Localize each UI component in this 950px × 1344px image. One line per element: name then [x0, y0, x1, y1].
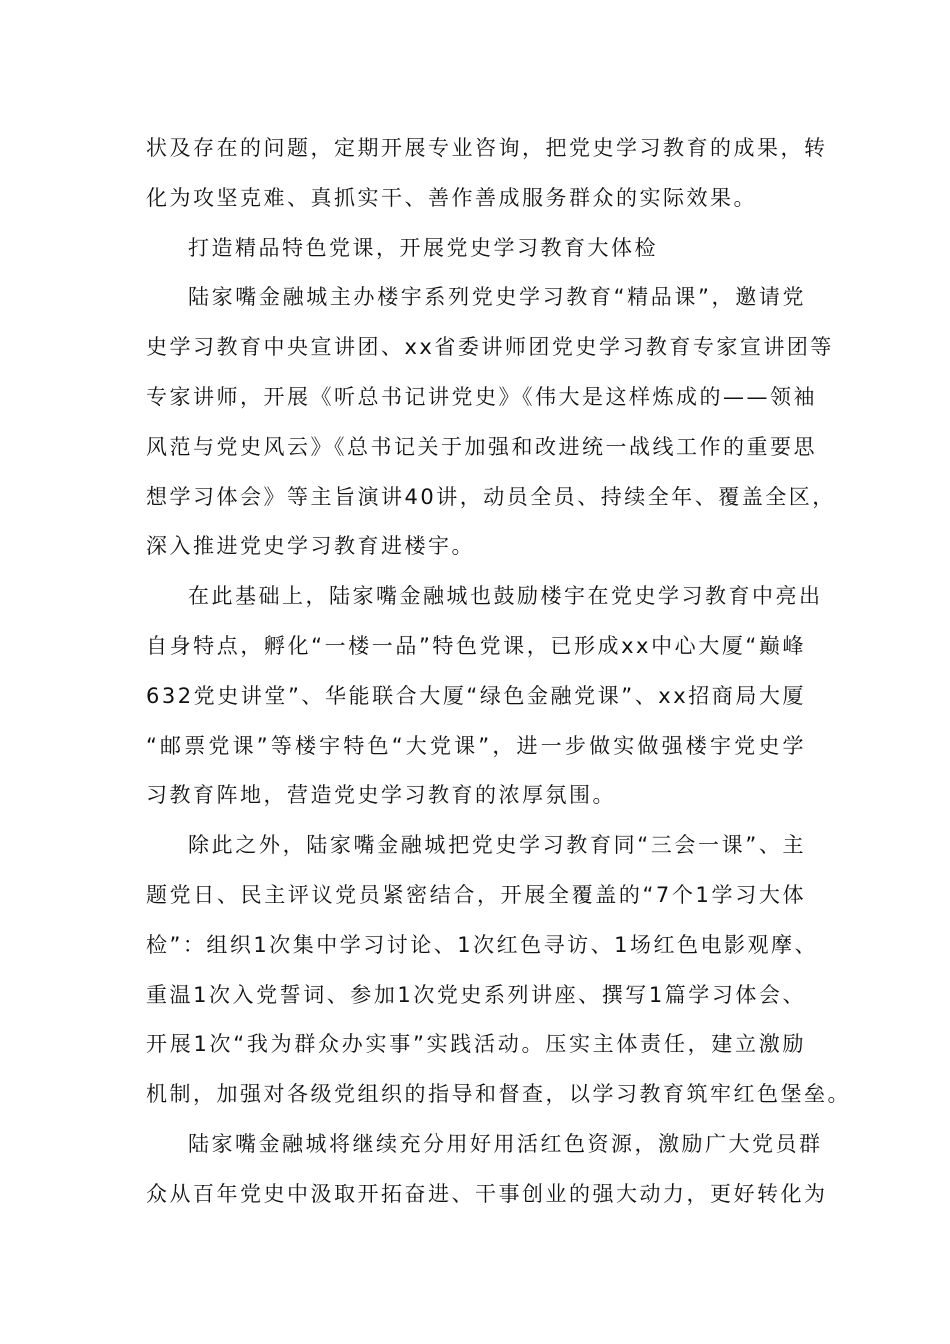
text-line: 众从百年党史中汲取开拓奋进、干事创业的强大动力，更好转化为: [146, 1182, 828, 1206]
paragraph-first-line: 打造精品特色党课，开展党史学习教育大体检: [188, 236, 658, 260]
text-line: 自身特点，孵化“一楼一品”特色党课，已形成xx中心大厦“巅峰: [146, 634, 806, 658]
paragraph-first-line: 陆家嘴金融城主办楼宇系列党史学习教育“精品课”，邀请党: [188, 285, 806, 309]
text-line: 重温1次入党誓词、参加1次党史系列讲座、撰写1篇学习体会、: [146, 983, 806, 1007]
paragraph-first-line: 陆家嘴金融城将继续充分用好用活红色资源，激励广大党员群: [188, 1132, 823, 1156]
text-line: 风范与党史风云》《总书记关于加强和改进统一战线工作的重要思: [146, 435, 817, 459]
text-line: 深入推进党史学习教育进楼宇。: [146, 534, 475, 558]
text-line: 专家讲师，开展《听总书记讲党史》《伟大是这样炼成的——领袖: [146, 385, 817, 409]
paragraph-first-line: 除此之外，陆家嘴金融城把党史学习教育同“三会一课”、主: [188, 833, 806, 857]
text-line: 开展1次“我为群众办实事”实践活动。压实主体责任，建立激励: [146, 1032, 806, 1056]
text-line: 化为攻坚克难、真抓实干、善作善成服务群众的实际效果。: [146, 186, 757, 210]
text-line: 状及存在的问题，定期开展专业咨询，把党史学习教育的成果，转: [146, 136, 828, 160]
text-line: 机制，加强对各级党组织的指导和督查，以学习教育筑牢红色堡垒。: [146, 1082, 851, 1106]
text-line: 想学习体会》等主旨演讲40讲，动员全员、持续全年、覆盖全区，: [146, 485, 836, 509]
text-line: 史学习教育中央宣讲团、xx省委讲师团党史学习教育专家宣讲团等: [146, 335, 834, 359]
text-line: 632党史讲堂”、华能联合大厦“绿色金融党课”、xx招商局大厦: [146, 684, 806, 708]
text-line: 习教育阵地，营造党史学习教育的浓厚氛围。: [146, 783, 616, 807]
text-line: 检”：组织1次集中学习讨论、1次红色寻访、1场红色电影观摩、: [146, 933, 818, 957]
text-line: “邮票党课”等楼宇特色“大党课”，进一步做实做强楼宇党史学: [146, 734, 806, 758]
paragraph-first-line: 在此基础上，陆家嘴金融城也鼓励楼宇在党史学习教育中亮出: [188, 584, 823, 608]
text-line: 题党日、民主评议党员紧密结合，开展全覆盖的“7个1学习大体: [146, 883, 806, 907]
